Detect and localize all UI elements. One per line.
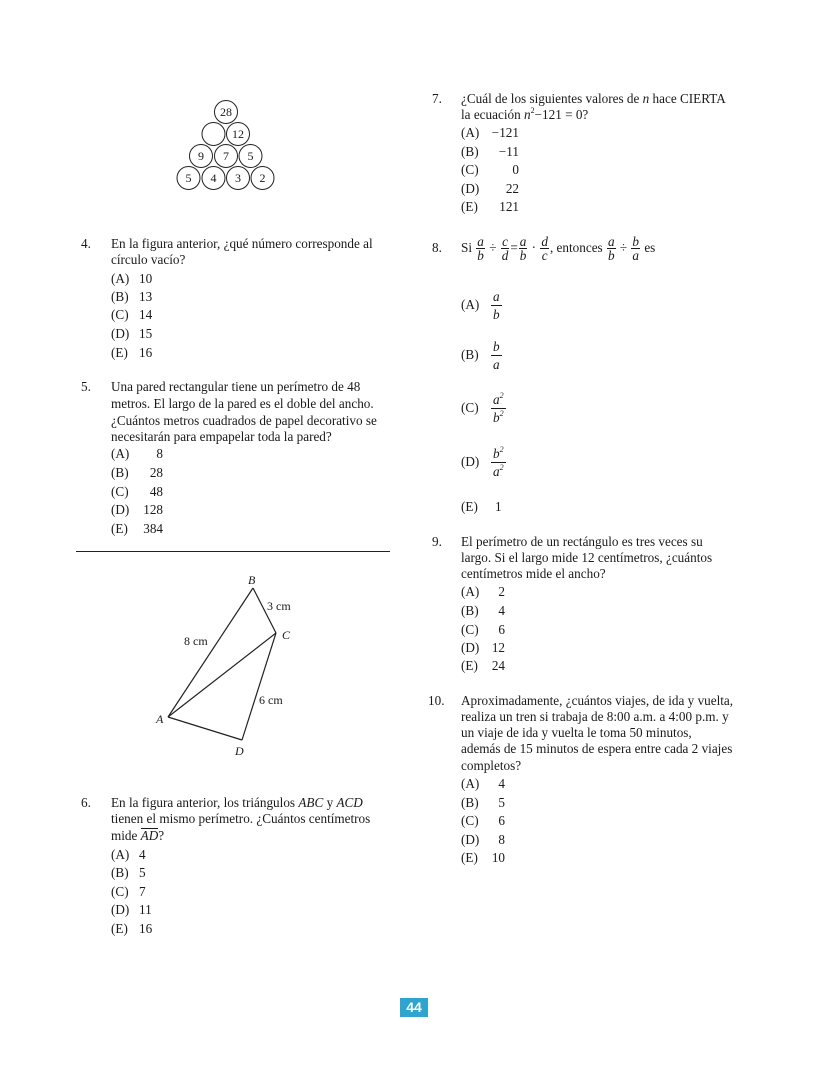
answer-option: (B) 13 [111,289,153,304]
answer-option: (C) 14 [111,307,153,322]
question-number: 6. [81,795,91,810]
answer-option: (A) 8 [111,446,163,461]
question-number: 5. [81,379,91,394]
answer-option: (C) 48 [111,484,163,499]
answer-option: (A) −121 [461,125,519,140]
answer-option: (A) 4 [461,776,505,791]
answer-option: (D) 15 [111,326,153,341]
question-text-line: En la figura anterior, ¿qué número corresponde al [111,236,373,251]
question-text-line: un viaje de ida y vuelta le toma 50 minutos, [461,725,692,740]
vertex-b-label: B [248,573,256,587]
circle-row4-2-text: 4 [210,171,217,185]
page-number: 44 [400,998,428,1017]
segment-ad: AD [140,828,159,843]
answer-option: (A) $\frac{a}{b}$ [461,289,500,323]
answer-option: (B) −11 [461,144,519,159]
vertex-d-label: D [235,744,244,758]
answer-option: (E) 24 [461,658,505,673]
answer-option: (B) 4 [461,603,505,618]
question-text-line: ¿Cuántos metros cuadrados de papel decorativo se [111,413,377,428]
vertex-c-label: C [282,628,291,642]
answer-option: (A) 4 [111,847,146,862]
question-text-line: metros. El largo de la pared es el doble del ancho. [111,396,374,411]
circle-number-figure [170,96,280,192]
question-number: 4. [81,236,91,251]
question-text-line: Una pared rectangular tiene un perímetro de 48 [111,379,361,394]
answer-option: (C) 0 [461,162,519,177]
circle-empty [202,123,225,146]
answer-option: (E) 121 [461,199,519,214]
answer-option: (B) $\frac{b}{a}$ [461,339,500,373]
answer-option: (D) 128 [111,502,163,517]
question-text-line: tienen el mismo perímetro. ¿Cuántos centímetros [111,811,371,826]
circle-top-text: 28 [220,105,232,119]
answer-option: (D) 12 [461,640,505,655]
circle-row3-3-text: 5 [247,149,254,163]
question-number: 7. [432,91,442,106]
question-text-line: El perímetro de un rectángulo es tres veces su [461,534,703,549]
side-bc-label: 3 cm [267,599,291,613]
circle-row4-3-text: 3 [235,171,241,185]
question-number: 9. [432,534,442,549]
question-text-line: necesitarán para empapelar toda la pared? [111,429,332,444]
circle-row4-4-text: 2 [259,171,266,185]
question-text-line: realiza un tren si trabaja de 8:00 a.m. a 4:00 p.m. y [461,709,729,724]
triangles-figure [150,570,320,765]
question-text-line: centímetros mide el ancho? [461,566,606,581]
question-text-line: círculo vacío? [111,252,186,267]
question-text-line: ¿Cuál de los siguientes valores de n hace CIERTA [461,91,726,106]
answer-option: (C) 7 [111,884,146,899]
question-text-line: completos? [461,758,522,773]
answer-option: (D) $\frac{b^2}{a^2}$ [461,445,504,480]
side-cd-label: 6 cm [259,693,283,707]
answer-option: (D) 11 [111,902,152,917]
circle-row2-right-text: 12 [232,127,244,141]
question-text-line: En la figura anterior, los triángulos ABC y ACD [111,795,363,810]
question-number: 10. [428,693,445,708]
answer-option: (C) $\frac{a^2}{b^2}$ [461,391,504,426]
answer-option: (D) 22 [461,181,519,196]
side-ab-label: 8 cm [184,634,208,648]
answer-option: (B) 5 [461,795,505,810]
answer-option: (E) 10 [461,850,505,865]
answer-option: (D) 8 [461,832,505,847]
question-expression: Si $\frac{a}{b}$ ÷ $\frac{c}{d}$ = $\frac{a}{b}$ · $\frac{d}{c}$ , entonces $\frac{a}{b}$ ÷ $\frac{b}{a}$ es [461,234,656,264]
answer-option: (E) 1 [461,499,502,514]
question-text-line: además de 15 minutos de espera entre cada 2 viajes [461,741,733,756]
answer-option: (A) 2 [461,584,505,599]
question-text-line: largo. Si el largo mide 12 centímetros, ¿cuántos [461,550,713,565]
answer-option: (E) 384 [111,521,163,536]
question-number: 8. [432,240,442,255]
question-text-line: la ecuación $n^2-121 = 0$? [461,106,589,122]
circle-row3-2-text: 7 [223,149,229,163]
answer-option: (C) 6 [461,813,505,828]
answer-option: (B) 5 [111,865,146,880]
circle-row4-1-text: 5 [185,171,192,185]
answer-option: (E) 16 [111,921,153,936]
answer-option: (A) 10 [111,271,153,286]
answer-option: (C) 6 [461,622,505,637]
section-divider [76,551,390,552]
vertex-a-label: A [156,712,164,726]
question-text-line: mide AD? [111,828,165,843]
question-text-line: Aproximadamente, ¿cuántos viajes, de ida y vuelta, [461,693,734,708]
answer-option: (E) 16 [111,345,153,360]
answer-option: (B) 28 [111,465,163,480]
circle-row3-1-text: 9 [198,149,204,163]
